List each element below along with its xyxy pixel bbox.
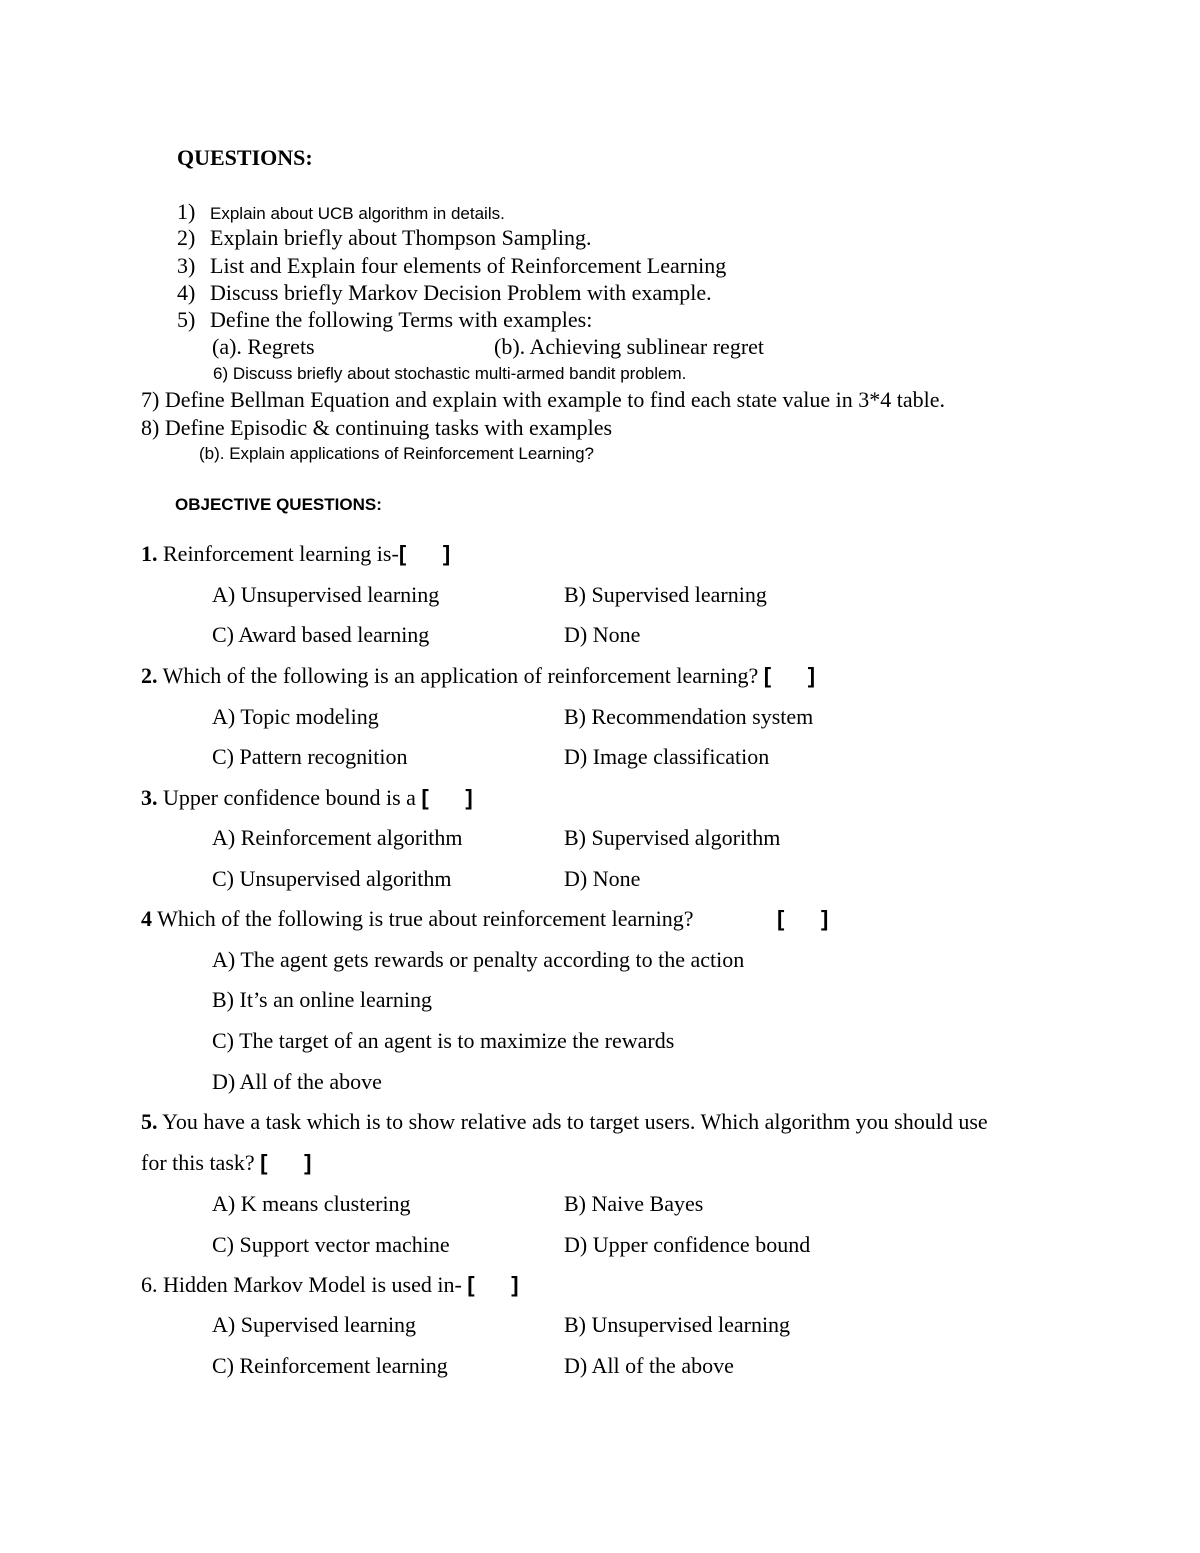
mcq-text: 6. Hidden Markov Model is used in- xyxy=(141,1272,462,1297)
question-number: 1) xyxy=(177,199,196,224)
question-6: 6) Discuss briefly about stochastic multi-armed bandit problem. xyxy=(213,364,687,383)
question-3 xyxy=(177,255,726,277)
answer-bracket: [ ] xyxy=(398,541,451,566)
question-8-part-b: (b). Explain applications of Reinforcement Learning? xyxy=(199,444,595,463)
mcq-2-option-d: D) Image classification xyxy=(564,744,770,769)
mcq-3-option-b: B) Supervised algorithm xyxy=(564,825,781,850)
objective-heading: OBJECTIVE QUESTIONS: xyxy=(175,495,382,514)
answer-bracket: [ ] xyxy=(421,785,473,810)
questions-heading: QUESTIONS: xyxy=(177,145,313,170)
mcq-6-option-c: C) Reinforcement learning xyxy=(212,1353,448,1378)
mcq-1-option-a: A) Unsupervised learning xyxy=(212,582,440,607)
mcq-text: Which of the following is true about reinforcement learning? xyxy=(152,906,694,931)
mcq-1-question xyxy=(141,543,450,565)
mcq-text: for this task? xyxy=(141,1150,255,1175)
mcq-4-option-b: B) It’s an online learning xyxy=(212,987,432,1012)
mcq-4-option-c: C) The target of an agent is to maximize the rewards xyxy=(212,1028,675,1053)
mcq-4-option-d: D) All of the above xyxy=(212,1069,382,1094)
mcq-5-option-d: D) Upper confidence bound xyxy=(564,1232,811,1257)
mcq-number: 1. xyxy=(141,541,158,566)
mcq-5-question-cont xyxy=(141,1152,311,1174)
mcq-4-option-a: A) The agent gets rewards or penalty according to the action xyxy=(212,947,745,972)
question-5-part-a: (a). Regrets xyxy=(212,334,315,359)
question-number: 4) xyxy=(177,280,196,305)
answer-bracket: [ ] xyxy=(467,1272,519,1297)
mcq-4-question xyxy=(141,908,693,930)
question-text: Define the following Terms with examples: xyxy=(210,307,593,332)
mcq-3-option-d: D) None xyxy=(564,866,641,891)
mcq-6-option-a: A) Supervised learning xyxy=(212,1312,417,1337)
question-8: 8) Define Episodic & continuing tasks with examples xyxy=(141,415,613,440)
mcq-5-option-a: A) K means clustering xyxy=(212,1191,411,1216)
question-text: Explain briefly about Thompson Sampling. xyxy=(210,225,592,250)
mcq-number: 4 xyxy=(141,906,152,931)
mcq-6-option-d: D) All of the above xyxy=(564,1353,734,1378)
mcq-1-option-b: B) Supervised learning xyxy=(564,582,767,607)
mcq-5-option-c: C) Support vector machine xyxy=(212,1232,450,1257)
mcq-text: Upper confidence bound is a xyxy=(157,785,416,810)
mcq-number: 3. xyxy=(141,785,158,810)
answer-bracket: [ ] xyxy=(763,663,816,688)
question-number: 2) xyxy=(177,225,196,250)
mcq-text: Reinforcement learning is- xyxy=(157,541,399,566)
mcq-6-question xyxy=(141,1274,519,1296)
mcq-2-question xyxy=(141,665,815,687)
mcq-6-option-b: B) Unsupervised learning xyxy=(564,1312,791,1337)
question-1 xyxy=(177,201,505,223)
mcq-2-option-b: B) Recommendation system xyxy=(564,704,814,729)
question-7: 7) Define Bellman Equation and explain with example to find each state value in 3*4 table. xyxy=(141,387,945,412)
question-2 xyxy=(177,227,592,249)
answer-bracket: [ ] xyxy=(260,1150,312,1175)
question-number: 3) xyxy=(177,253,196,278)
mcq-text: You have a task which is to show relative ads to target users. Which algorithm you should use xyxy=(157,1109,988,1134)
mcq-4-answer-bracket xyxy=(777,908,828,930)
question-number: 5) xyxy=(177,307,196,332)
mcq-5-question xyxy=(141,1111,988,1133)
mcq-text: Which of the following is an application of reinforcement learning? xyxy=(157,663,759,688)
mcq-3-question xyxy=(141,787,473,809)
mcq-1-option-d: D) None xyxy=(564,622,641,647)
question-text: Explain about UCB algorithm in details. xyxy=(210,204,505,223)
mcq-number: 5. xyxy=(141,1109,158,1134)
mcq-2-option-c: C) Pattern recognition xyxy=(212,744,408,769)
mcq-3-option-c: C) Unsupervised algorithm xyxy=(212,866,452,891)
answer-bracket: [ ] xyxy=(777,906,829,931)
mcq-1-option-c: C) Award based learning xyxy=(212,622,430,647)
question-5 xyxy=(177,309,592,331)
question-5-part-b: (b). Achieving sublinear regret xyxy=(494,334,765,359)
mcq-number: 2. xyxy=(141,663,158,688)
question-text: Discuss briefly Markov Decision Problem with example. xyxy=(210,280,712,305)
mcq-3-option-a: A) Reinforcement algorithm xyxy=(212,825,463,850)
question-4 xyxy=(177,282,712,304)
question-text: List and Explain four elements of Reinforcement Learning xyxy=(210,253,727,278)
mcq-2-option-a: A) Topic modeling xyxy=(212,704,379,729)
mcq-5-option-b: B) Naive Bayes xyxy=(564,1191,704,1216)
